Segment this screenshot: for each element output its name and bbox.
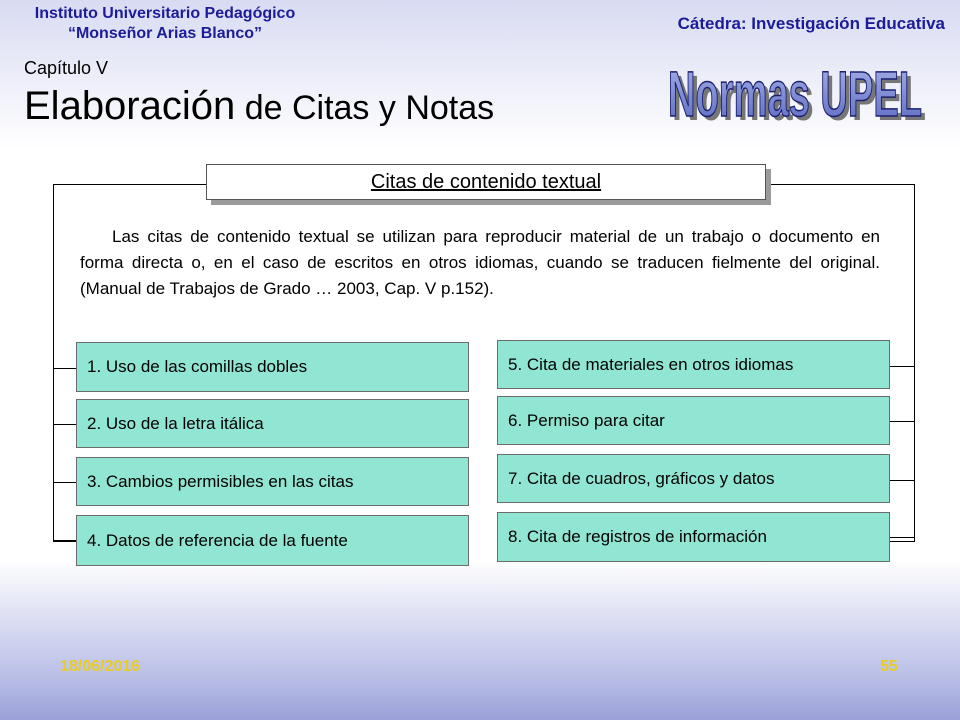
item-registros-informacion: 8. Cita de registros de información (497, 512, 890, 562)
item-cuadros-graficos: 7. Cita de cuadros, gráficos y datos (497, 454, 890, 503)
section-title: Citas de contenido textual (370, 171, 602, 193)
item-datos-referencia: 4. Datos de referencia de la fuente (76, 515, 469, 566)
institution-line-1: Instituto Universitario Pedagógico (34, 5, 296, 22)
logo-text: Normas UPEL (668, 58, 922, 130)
institution-name (0, 4, 330, 44)
connector-8 (889, 537, 915, 538)
chapter-label: Capítulo V (24, 58, 109, 78)
item-cambios-permisibles: 3. Cambios permisibles en las citas (76, 457, 469, 506)
connector-4 (53, 540, 77, 541)
footer-date: 18/06/2016 (60, 658, 141, 675)
connector-7 (889, 480, 915, 481)
logo-shadow: Normas UPEL (672, 62, 926, 132)
connector-1 (53, 368, 77, 369)
title-rest: de Citas y Notas (235, 89, 495, 127)
connector-6 (889, 421, 915, 422)
institution-line-2: “Monseñor Arias Blanco” (67, 25, 263, 42)
item-letra-italica: 2. Uso de la letra itálica (76, 399, 469, 448)
item-comillas-dobles: 1. Uso de las comillas dobles (76, 342, 469, 392)
normas-upel-logo (660, 52, 930, 132)
page-number: 55 (880, 658, 898, 675)
page-title (24, 84, 494, 129)
title-word: Elaboración (24, 84, 236, 128)
section-title-box (206, 164, 766, 200)
catedra-label: Cátedra: Investigación Educativa (677, 14, 945, 33)
connector-2 (53, 424, 77, 425)
connector-3 (53, 482, 77, 483)
item-permiso-citar: 6. Permiso para citar (497, 396, 890, 445)
item-otros-idiomas: 5. Cita de materiales en otros idiomas (497, 340, 890, 389)
connector-5 (889, 366, 915, 367)
definition-paragraph: Las citas de contenido textual se utilizan para reproducir material de un trabajo o documento en forma directa o, en el caso de escritos en otros idiomas, cuando se traducen fielmente del original. (Manual de Trabajos de Grado … 2003, Cap. V p.152). (80, 227, 880, 298)
